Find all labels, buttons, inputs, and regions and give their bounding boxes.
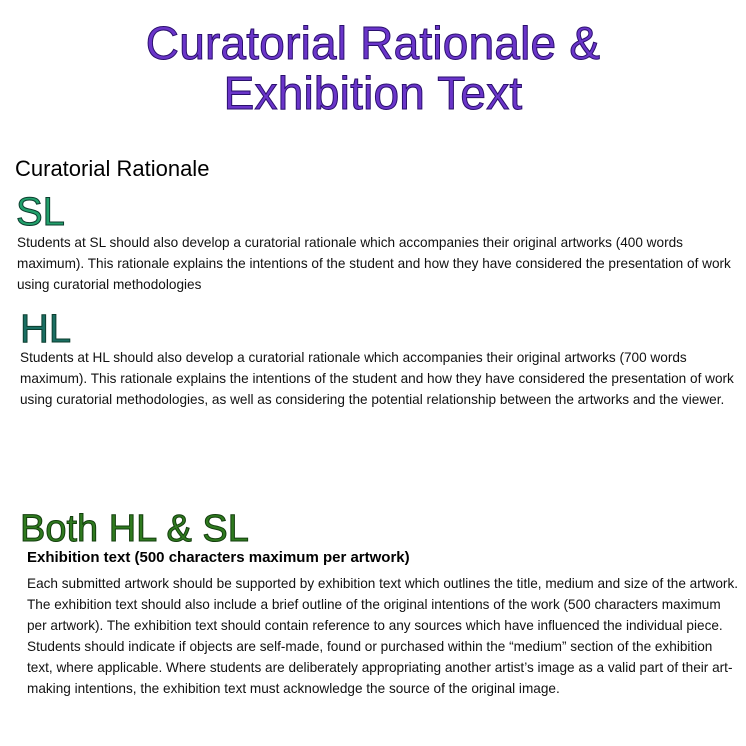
sl-heading: SL bbox=[16, 190, 65, 234]
section-heading: Curatorial Rationale bbox=[15, 156, 210, 181]
exhibition-text-subheading: Exhibition text (500 characters maximum per artwork) bbox=[27, 549, 410, 566]
both-heading: Both HL & SL bbox=[20, 508, 249, 550]
both-paragraph: Each submitted artwork should be supported by exhibition text which outlines the title, medium and size of the artwork. The exhibition text should also include a brief outline of the original intentions of the work (500 characters maximum per artwork). The exhibition text should contain reference to any sources which have influenced the individual piece. Students should indicate if objects are self-made, found or purchased within the “medium” section of the exhibition text, where applicable. Where students are deliberately appropriating another artist’s image as a valid part of their art-making intentions, the exhibition text must acknowledge the source of the original image. bbox=[27, 576, 739, 696]
sl-paragraph: Students at SL should also develop a curatorial rationale which accompanies their original artworks (400 words maximum). This rationale explains the intentions of the student and how they have considered the presentation of work using curatorial methodologies bbox=[17, 235, 731, 292]
page-title-line-2: Exhibition Text bbox=[223, 67, 523, 119]
hl-heading: HL bbox=[20, 307, 72, 351]
page-title-line-1: Curatorial Rationale & bbox=[145, 17, 601, 69]
page-title bbox=[0, 18, 746, 118]
hl-paragraph: Students at HL should also develop a curatorial rationale which accompanies their original artworks (700 words maximum). This rationale explains the intentions of the student and how they have considered the presentation of work using curatorial methodologies, as well as considering the potential relationship between the artworks and the viewer. bbox=[20, 350, 734, 407]
